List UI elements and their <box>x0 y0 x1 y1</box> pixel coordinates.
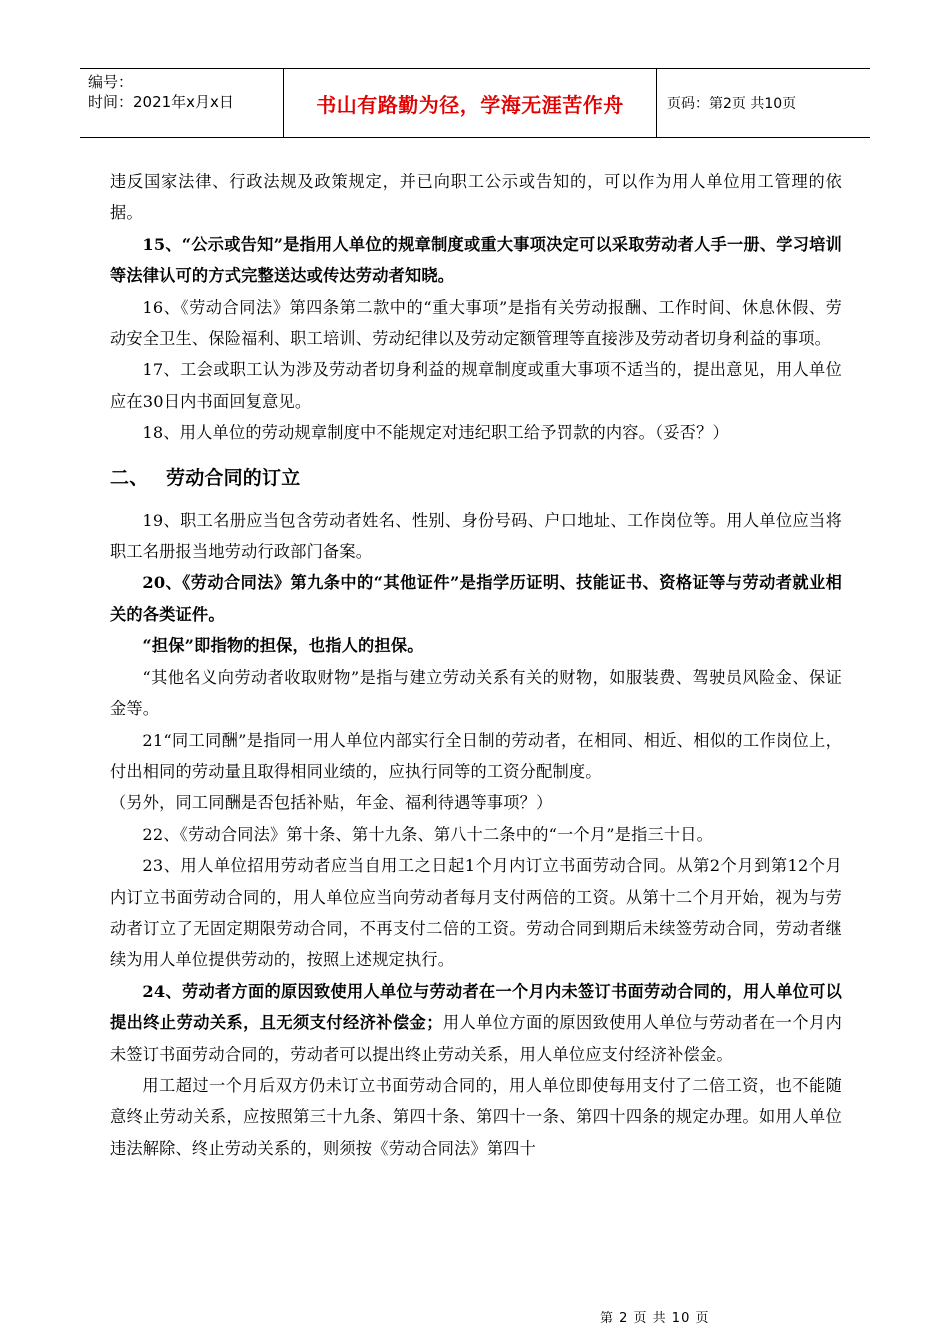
header-date-label: 时间：2021年x月x日 <box>88 93 234 111</box>
paragraph-20: 20、《劳动合同法》第九条中的“其他证件”是指学历证明、技能证书、资格证等与劳动者就业相关的各类证件。 <box>110 573 842 624</box>
paragraph-18: 18、用人单位的劳动规章制度中不能规定对违纪职工给予罚款的内容。（妥否？） <box>142 423 729 443</box>
paragraph-23: 23、用人单位招用劳动者应当自用工之日起1个月内订立书面劳动合同。从第2个月到第12个月内订立书面劳动合同的，用人单位应当向劳动者每月支付两倍的工资。从第十二个月开始，视为与劳动者订立了无固定期限劳动合同，不再支付二倍的工资。劳动合同到期后未续签劳动合同，劳动者继续为用人单位提供劳动的，按照上述规定执行。 <box>110 856 842 970</box>
header-meta-cell <box>80 69 283 137</box>
paragraph-20-property: “其他名义向劳动者收取财物”是指与建立劳动关系有关的财物，如服装费、驾驶员风险金、保证金等。 <box>110 667 842 719</box>
paragraph-24 <box>110 976 842 1070</box>
paragraph-24-bold: 24、劳动者方面的原因致使用人单位与劳动者在一个月内未签订书面劳动合同的，用人单位可以提出终止劳动关系，且无须支付经济补偿金； <box>110 981 842 1033</box>
section-heading <box>110 463 842 493</box>
header-page-info: 页码：第2页 共10页 <box>667 96 797 112</box>
paragraph-15: 15、“公示或告知”是指用人单位的规章制度或重大事项决定可以采取劳动者人手一册、学习培训等法律认可的方式完整送达或传达劳动者知晓。 <box>110 234 842 286</box>
paragraph-21: 21“同工同酬”是指同一用人单位内部实行全日制的劳动者，在相同、相近、相似的工作岗位上，付出相同的劳动量且取得相同业绩的，应执行同等的工资分配制度。 <box>110 730 842 781</box>
paragraph-21-note: （另外，同工同酬是否包括补贴，年金、福利待遇等事项？） <box>110 793 553 813</box>
section-number: 二、 <box>110 466 149 489</box>
page-header <box>80 68 870 138</box>
header-motto: 书山有路勤为径，学海无涯苦作舟 <box>316 92 624 117</box>
document-body <box>110 166 842 1164</box>
header-number-label: 编号： <box>88 73 134 91</box>
header-motto-cell <box>283 69 657 137</box>
paragraph-16: 16、《劳动合同法》第四条第二款中的“重大事项”是指有关劳动报酬、工作时间、休息休假、劳动安全卫生、保险福利、职工培训、劳动纪律以及劳动定额管理等直接涉及劳动者切身利益的事项。 <box>110 297 842 349</box>
section-title: 劳动合同的订立 <box>166 466 301 489</box>
paragraph-continuation: 违反国家法律、行政法规及政策规定，并已向职工公示或告知的，可以作为用人单位用工管理的依据。 <box>110 172 842 223</box>
paragraph-22: 22、《劳动合同法》第十条、第十九条、第八十二条中的“一个月”是指三十日。 <box>142 824 714 844</box>
header-page-cell <box>657 69 870 137</box>
paragraph-24-rest: 用人单位方面的原因致使用人单位与劳动者在一个月内未签订书面劳动合同的，劳动者可以提出终止劳动关系，用人单位应支付经济补偿金。 <box>110 1013 842 1064</box>
paragraph-19: 19、职工名册应当包含劳动者姓名、性别、身份号码、户口地址、工作岗位等。用人单位应当将职工名册报当地劳动行政部门备案。 <box>110 510 842 562</box>
paragraph-20-guarantee: “担保”即指物的担保，也指人的担保。 <box>142 636 424 656</box>
page-footer: 第 2 页 共 10 页 <box>600 1311 710 1326</box>
paragraph-overtime: 用工超过一个月后双方仍未订立书面劳动合同的，用人单位即使每用支付了二倍工资，也不能随意终止劳动关系，应按照第三十九条、第四十条、第四十一条、第四十四条的规定办理。如用人单位违法解除、终止劳动关系的，则须按《劳动合同法》第四十 <box>110 1075 842 1158</box>
paragraph-17: 17、工会或职工认为涉及劳动者切身利益的规章制度或重大事项不适当的，提出意见，用人单位应在30日内书面回复意见。 <box>110 360 842 411</box>
